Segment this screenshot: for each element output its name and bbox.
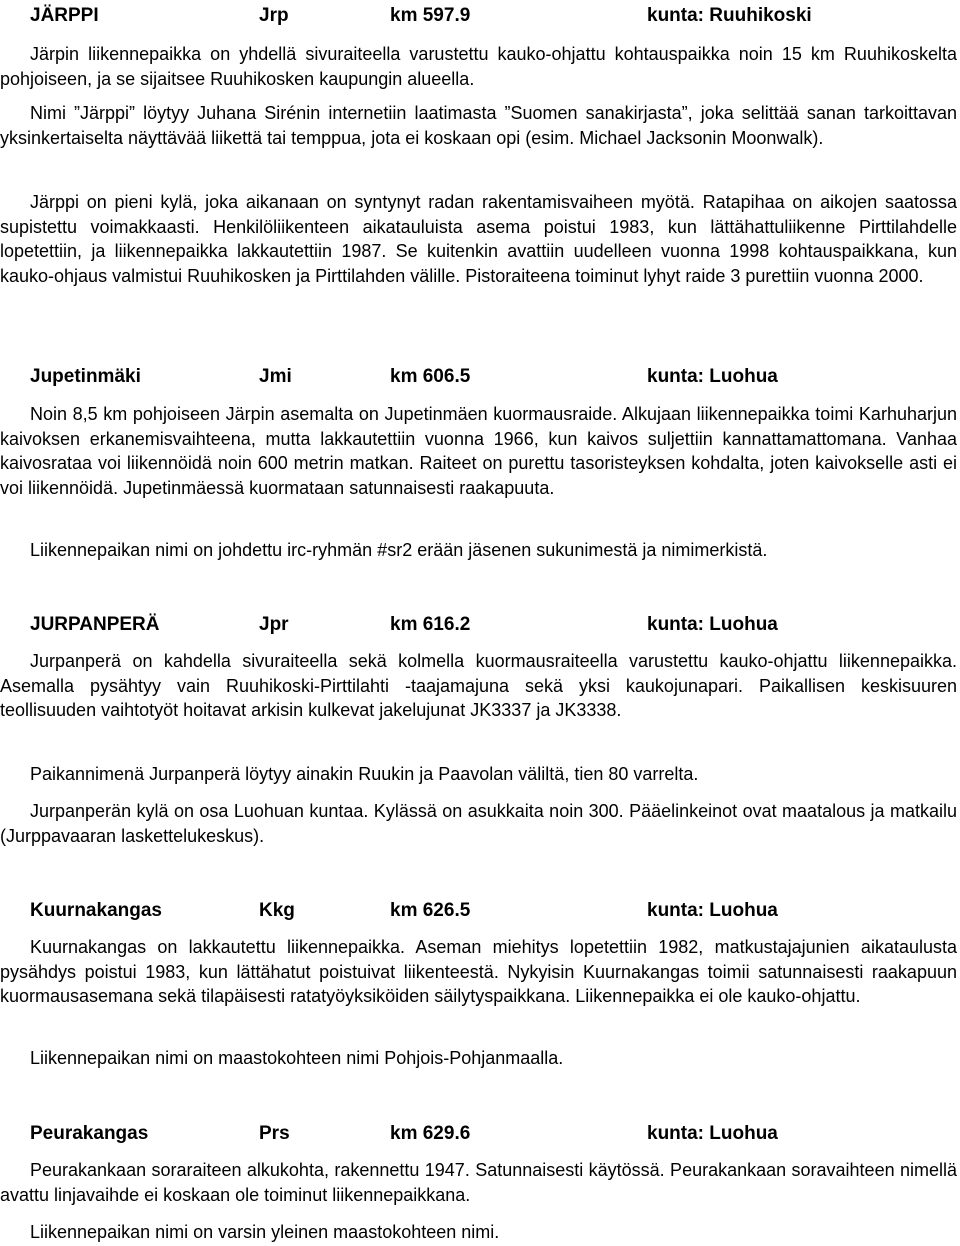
- station-km: km 616.2: [390, 614, 471, 635]
- paragraph: Liikennepaikan nimi on johdettu irc-ryhmän #sr2 erään jäsenen sukunimestä ja nimimerkistä.: [30, 540, 768, 560]
- station-municipality: kunta: Luohua: [647, 614, 778, 635]
- station-name: Kuurnakangas: [30, 900, 162, 921]
- paragraph: Jurpanperä on kahdella sivuraiteella sekä kolmella kuormausraiteella varustettu kauko-ohjattu liikennepaikka. Asemalla pysähtyy vain Ruuhikoski-Pirttilahti -taajamajuna sekä yksi kaukojunapari. Paikallisen keskisuuren teollisuuden vaihtotyöt hoitavat arkisin kulkevat jakelujunat JK3337 ja JK3338.: [0, 651, 957, 720]
- paragraph: Järpin liikennepaikka on yhdellä sivuraiteella varustettu kauko-ohjattu kohtauspaikka noin 15 km Ruuhikoskelta pohjoiseen, ja se sijaitsee Ruuhikosken kaupungin alueella.: [0, 44, 957, 89]
- station-km: km 597.9: [390, 5, 471, 26]
- station-code: Jmi: [259, 366, 292, 387]
- station-heading-jupetinmaki: [0, 364, 960, 390]
- station-name: Peurakangas: [30, 1123, 149, 1144]
- paragraph: Nimi ”Järppi” löytyy Juhana Sirénin internetiin laatimasta ”Suomen sanakirjasta”, joka selittää sanan tarkoittavan yksinkertaiselta näyttävää liikettä tai temppua, jota ei koskaan opi (esim. Michael Jacksonin Moonwalk).: [0, 103, 957, 148]
- station-code: Kkg: [259, 900, 295, 921]
- station-km: km 606.5: [390, 366, 471, 387]
- paragraph: Liikennepaikan nimi on maastokohteen nimi Pohjois-Pohjanmaalla.: [30, 1048, 564, 1068]
- station-km: km 629.6: [390, 1123, 471, 1144]
- paragraph: Kuurnakangas on lakkautettu liikennepaikka. Aseman miehitys lopetettiin 1982, matkustajajunien aikataulusta pysähdys poistui 1983, kun lättähatut poistuivat liikenteestä. Nykyisin Kuurnakangas toimii satunnaisesti raakapuun kuormausasemana sekä tilapäisesti ratatyöyksiköiden säilytyspaikkana. Liikennepaikka ei ole kauko-ohjattu.: [0, 937, 957, 1006]
- station-heading-kuurnakangas: [0, 898, 960, 924]
- station-code: Jpr: [259, 614, 289, 635]
- station-heading-jurpanpera: [0, 612, 960, 638]
- station-name: JURPANPERÄ: [30, 614, 160, 635]
- station-municipality: kunta: Luohua: [647, 366, 778, 387]
- station-municipality: kunta: Luohua: [647, 900, 778, 921]
- paragraph: Liikennepaikan nimi on varsin yleinen maastokohteen nimi.: [30, 1222, 500, 1242]
- station-municipality: kunta: Ruuhikoski: [647, 5, 812, 26]
- paragraph: Peurakankaan soraraiteen alkukohta, rakennettu 1947. Satunnaisesti käytössä. Peurakankaan soravaihteen nimellä avattu linjavaihde ei koskaan ole toiminut liikennepaikkana.: [0, 1160, 957, 1205]
- station-name: JÄRPPI: [30, 5, 99, 26]
- station-municipality: kunta: Luohua: [647, 1123, 778, 1144]
- station-code: Prs: [259, 1123, 290, 1144]
- paragraph: Järppi on pieni kylä, joka aikanaan on syntynyt radan rakentamisvaiheen myötä. Ratapihaa on aikojen saatossa supistettu voimakkaasti. Henkilöliikenteen aikatauluista asema poistui 1983, kun lättähattuliikenne Pirttilahdelle lopetettiin, ja liikennepaikka lakkautettiin 1987. Se kuitenkin avattiin uudelleen vuonna 1998 kohtauspaikkana, kun kauko-ohjaus valmistui Ruuhikosken ja Pirttilahden välille. Pistoraiteena toiminut lyhyt raide 3 purettiin vuonna 2000.: [0, 192, 957, 286]
- paragraph: Paikannimenä Jurpanperä löytyy ainakin Ruukin ja Paavolan väliltä, tien 80 varrelta.: [30, 764, 699, 784]
- paragraph: Noin 8,5 km pohjoiseen Järpin asemalta on Jupetinmäen kuormausraide. Alkujaan liikennepaikka toimi Karhuharjun kaivoksen erkanemisvaihteena, mutta lakkautettiin vuonna 1966, kun kaivos suljettiin kannattamattomana. Vanhaa kaivosrataa voi liikennöidä noin 600 metrin matkan. Raiteet on purettu tasoristeyksen kohdalta, joten kaivokselle asti ei voi liikennöidä. Jupetinmäessä kuormataan satunnaisesti raakapuuta.: [0, 404, 957, 498]
- station-name: Jupetinmäki: [30, 366, 141, 387]
- station-heading-peurakangas: [0, 1121, 960, 1147]
- station-heading-jarppi: [0, 3, 960, 29]
- station-code: Jrp: [259, 5, 289, 26]
- paragraph: Jurpanperän kylä on osa Luohuan kuntaa. Kylässä on asukkaita noin 300. Pääelinkeinot ovat maatalous ja matkailu (Jurppavaaran laskettelukeskus).: [0, 801, 957, 846]
- station-km: km 626.5: [390, 900, 471, 921]
